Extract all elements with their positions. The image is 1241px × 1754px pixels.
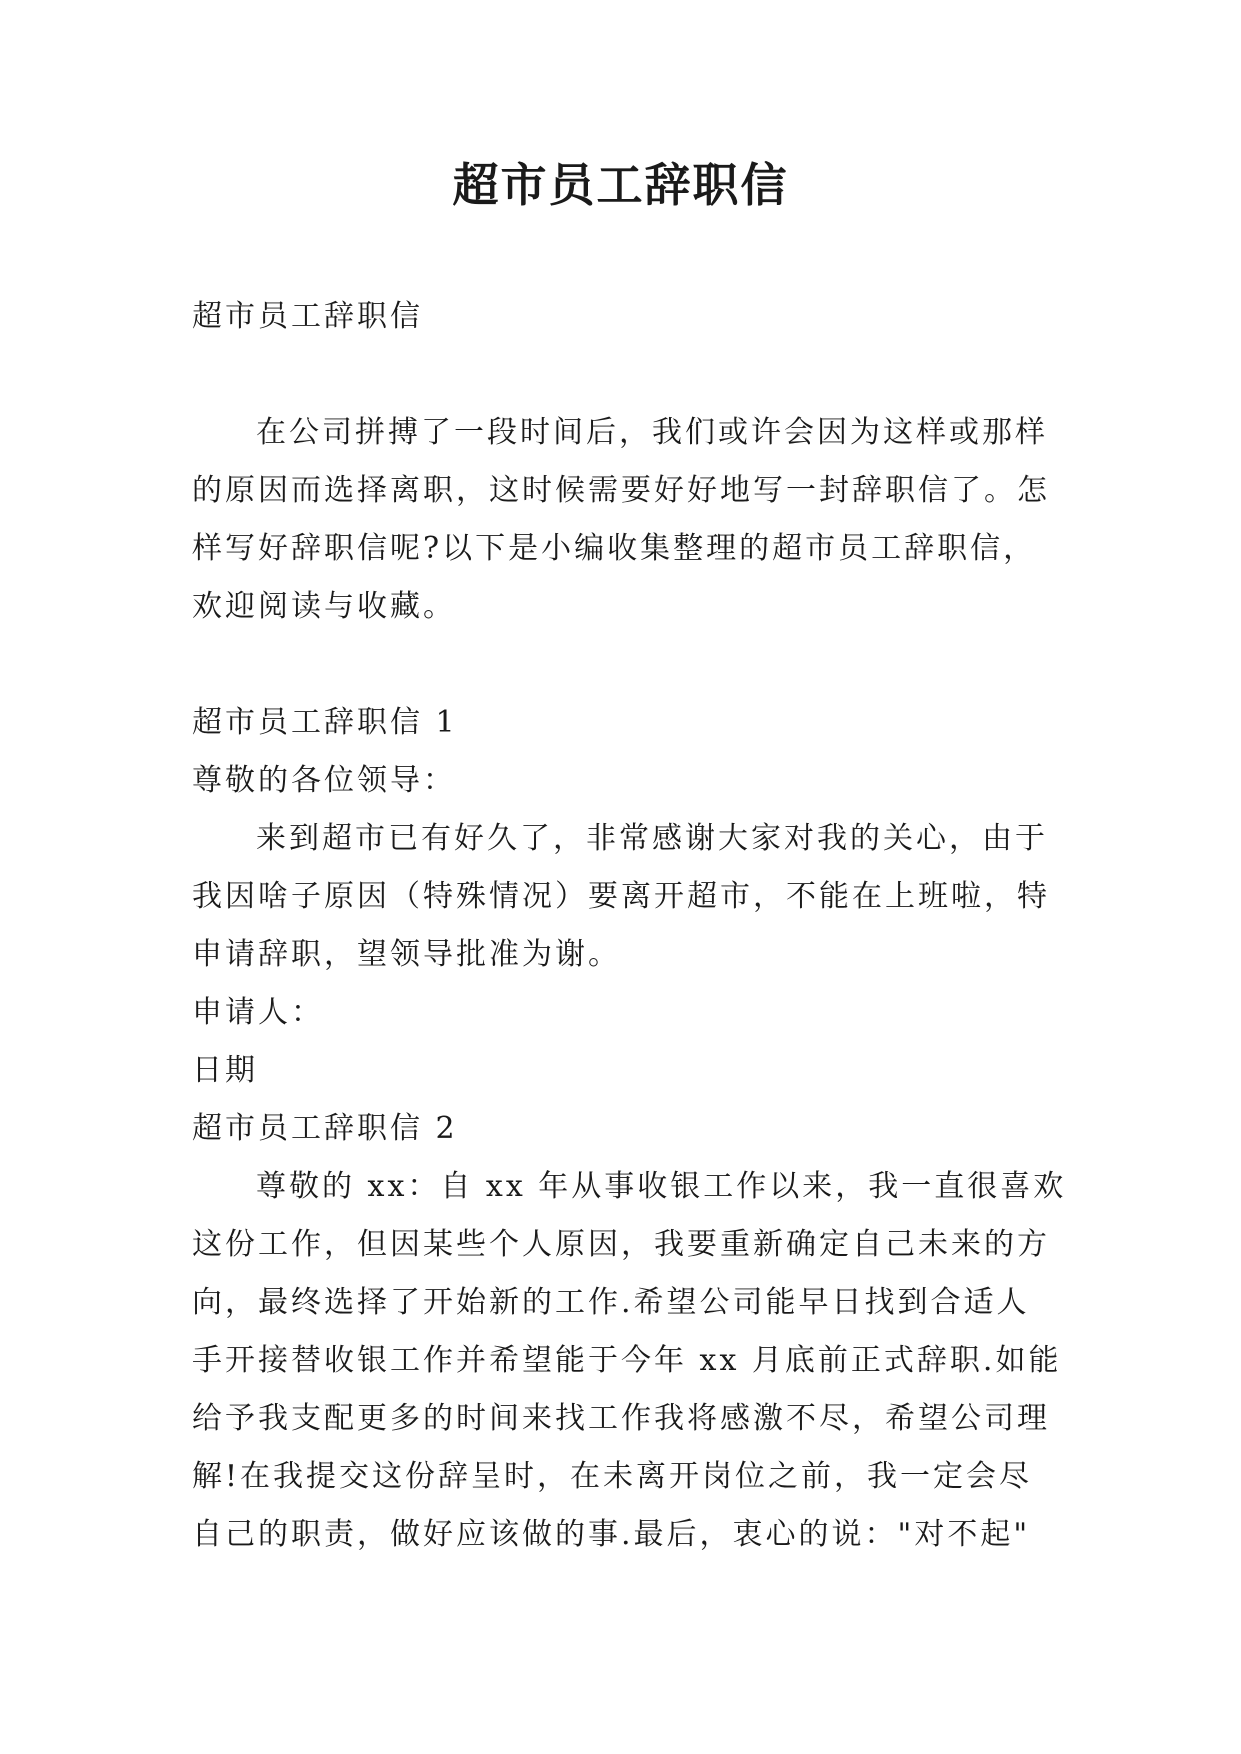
letter-2-body-line: 给予我支配更多的时间来找工作我将感激不尽，希望公司理 [192,1401,1050,1436]
intro-paragraph [192,404,1052,636]
intro-line: 样写好辞职信呢?以下是小编收集整理的超市员工辞职信， [192,531,1037,566]
letter-1-body-line: 申请辞职，望领导批准为谢。 [192,937,621,972]
letter-2-body-line: 向，最终选择了开始新的工作.希望公司能早日找到合适人 [192,1285,1030,1320]
intro-line: 欢迎阅读与收藏。 [192,589,456,624]
letter-2-body-line: 自己的职责，做好应该做的事.最后，衷心的说："对不起" [192,1517,1031,1552]
letter-1-salutation: 尊敬的各位领导： [192,763,456,798]
document-subtitle: 超市员工辞职信 [192,299,423,334]
document-body [192,288,1067,1564]
letter-1 [192,694,1052,1100]
letter-2-body-line: 这份工作，但因某些个人原因，我要重新确定自己未来的方 [192,1227,1050,1262]
document-title: 超市员工辞职信 [452,158,789,212]
letter-2-body-line: 尊敬的 xx：自 xx 年从事收银工作以来，我一直很喜欢 [256,1169,1067,1204]
letter-2-body-line: 手开接替收银工作并希望能于今年 xx 月底前正式辞职.如能 [192,1343,1062,1378]
letter-2-body-line: 解!在我提交这份辞呈时，在未离开岗位之前，我一定会尽 [192,1459,1033,1494]
letter-1-heading: 超市员工辞职信 1 [192,705,458,740]
letter-1-body-line: 来到超市已有好久了，非常感谢大家对我的关心，由于 [256,821,1048,856]
letter-1-date: 日期 [192,1053,258,1088]
intro-line: 的原因而选择离职，这时候需要好好地写一封辞职信了。怎 [192,473,1050,508]
letter-2 [192,1100,1067,1564]
intro-line: 在公司拼搏了一段时间后，我们或许会因为这样或那样 [256,415,1048,450]
letter-2-heading: 超市员工辞职信 2 [192,1111,458,1146]
letter-1-body-line: 我因啥子原因（特殊情况）要离开超市，不能在上班啦，特 [192,879,1050,914]
letter-1-applicant: 申请人： [192,995,324,1030]
